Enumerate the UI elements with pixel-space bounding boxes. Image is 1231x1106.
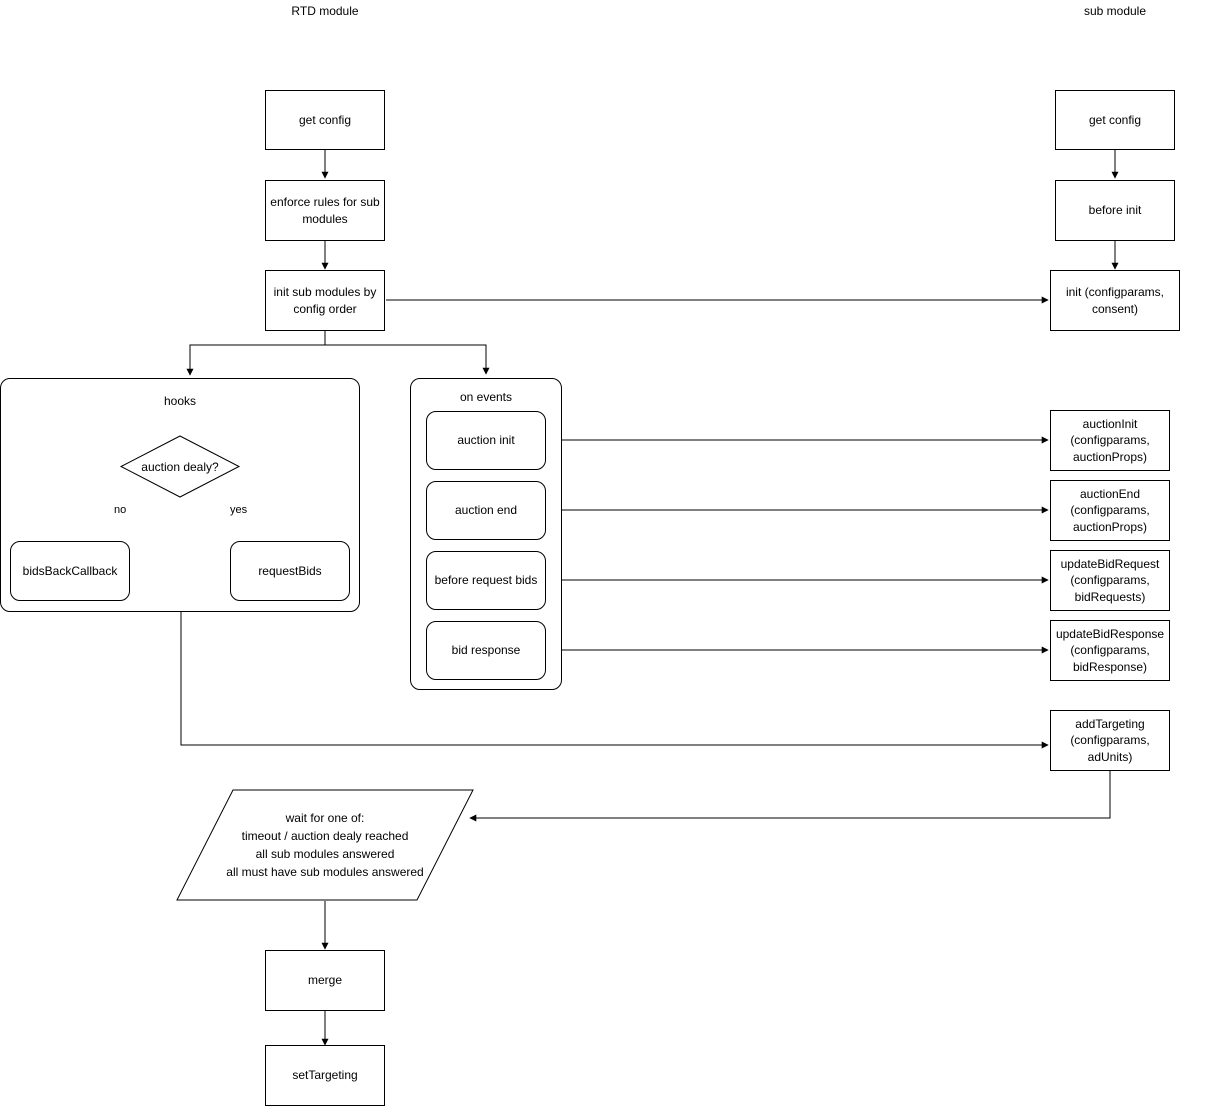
node-get-config[interactable]: get config (265, 90, 385, 150)
node-bid-response[interactable]: bid response (426, 621, 546, 680)
node-sub-get-config[interactable]: get config (1055, 90, 1175, 150)
node-sub-auction-init[interactable]: auctionInit (configparams, auctionProps) (1050, 410, 1170, 471)
edge-label-yes: yes (230, 504, 248, 516)
node-sub-auction-end[interactable]: auctionEnd (configparams, auctionProps) (1050, 480, 1170, 541)
node-enforce-rules[interactable]: enforce rules for sub modules (265, 180, 385, 241)
node-before-request-bids[interactable]: before request bids (426, 551, 546, 610)
node-init-sub-modules[interactable]: init sub modules by config order (265, 270, 385, 331)
node-bids-back-callback[interactable]: bidsBackCallback (10, 541, 130, 601)
node-request-bids[interactable]: requestBids (230, 541, 350, 601)
group-on-events-label: on events (459, 390, 513, 404)
node-sub-init[interactable]: init (configparams, consent) (1050, 270, 1180, 331)
node-sub-update-bid-response[interactable]: updateBidResponse (configparams, bidResponse) (1050, 620, 1170, 681)
node-wait-for-one-of[interactable] (176, 789, 474, 901)
decision-auction-delay[interactable] (120, 435, 240, 498)
node-sub-before-init[interactable]: before init (1055, 180, 1175, 241)
node-set-targeting[interactable]: setTargeting (265, 1045, 385, 1106)
column-title-sub-module: sub module (1083, 4, 1147, 18)
node-wait-for-one-of-label: wait for one of: timeout / auction dealy reached all sub modules answered all must have sub modules answered (226, 811, 424, 879)
group-hooks-label: hooks (163, 394, 197, 408)
column-title-rtd-module: RTD module (291, 4, 359, 18)
decision-auction-delay-label: auction dealy? (141, 459, 219, 474)
node-auction-end[interactable]: auction end (426, 481, 546, 540)
node-auction-init[interactable]: auction init (426, 411, 546, 470)
node-merge[interactable]: merge (265, 950, 385, 1011)
node-sub-update-bid-request[interactable]: updateBidRequest (configparams, bidRequests) (1050, 550, 1170, 611)
edge-label-no: no (114, 504, 127, 516)
node-sub-add-targeting[interactable]: addTargeting (configparams, adUnits) (1050, 710, 1170, 771)
